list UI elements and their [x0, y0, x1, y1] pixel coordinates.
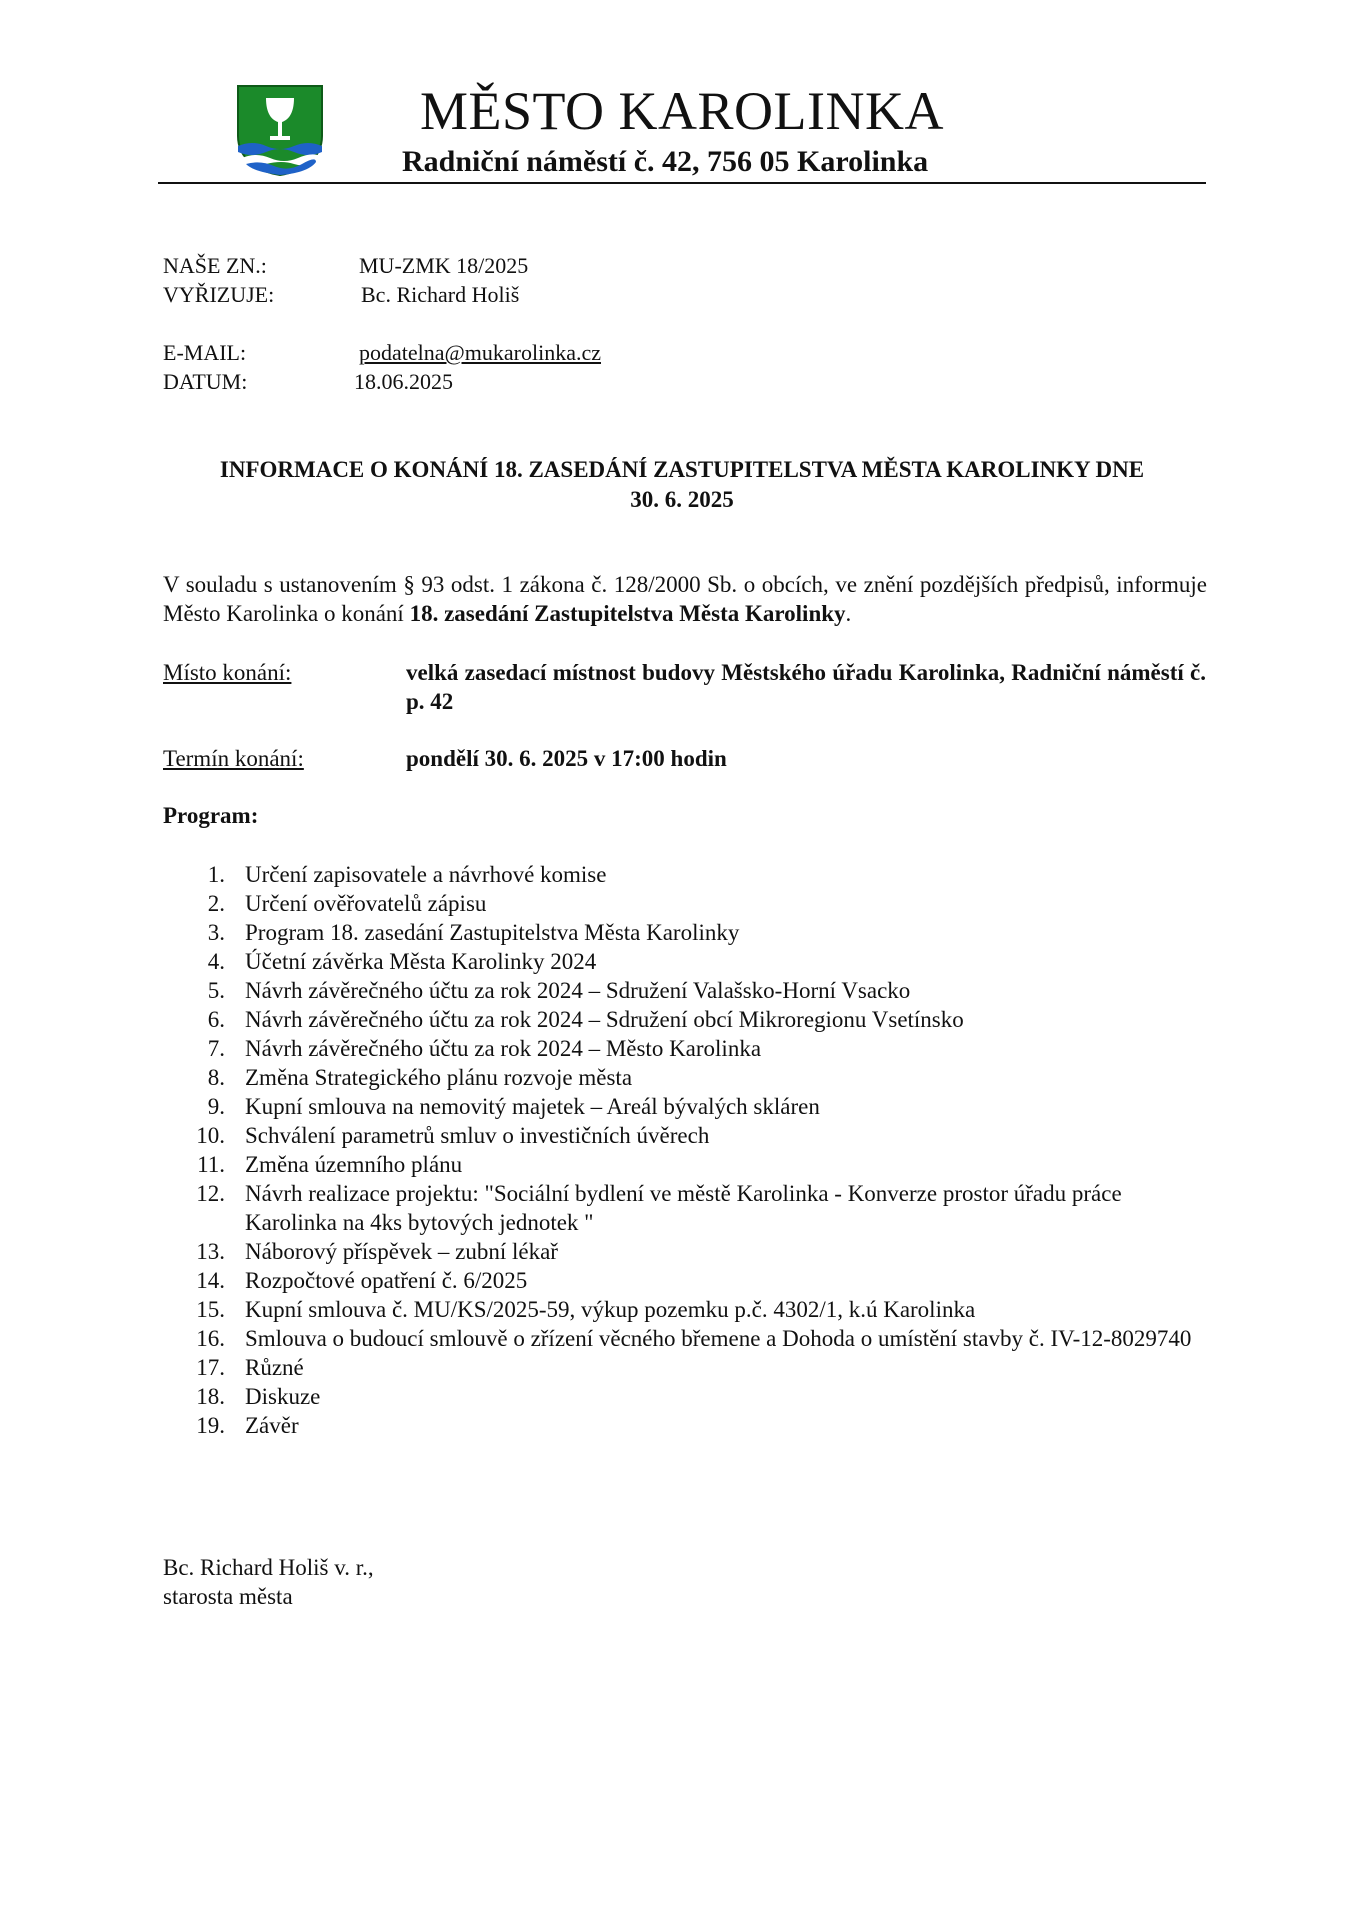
program-item-text: Návrh realizace projektu: "Sociální bydlení ve městě Karolinka - Konverze prostor úřadu práce Karolinka na 4ks bytových jednotek " [245, 1181, 1122, 1235]
program-item-text: Smlouva o budoucí smlouvě o zřízení věcného břemene a Dohoda o umístění stavby č. IV-12-8029740 [245, 1326, 1192, 1351]
program-item-number: 15. [196, 1297, 225, 1322]
program-item [190, 1266, 1210, 1295]
program-item-text: Rozpočtové opatření č. 6/2025 [245, 1268, 528, 1293]
program-item [190, 860, 1210, 889]
program-item-number: 17. [196, 1355, 225, 1380]
program-item [190, 1092, 1210, 1121]
program-item [190, 1411, 1210, 1440]
title-line-1: INFORMACE O KONÁNÍ 18. ZASEDÁNÍ ZASTUPITELSTVA MĚSTA KAROLINKY DNE [219, 457, 1145, 482]
program-item-number: 10. [196, 1123, 225, 1148]
program-item-number: 14. [196, 1268, 225, 1293]
program-item [190, 947, 1210, 976]
city-address: Radniční náměstí č. 42, 756 05 Karolinka [402, 145, 929, 178]
signatory-name: Bc. Richard Holiš v. r., [163, 1555, 374, 1580]
program-item-number: 19. [196, 1413, 225, 1438]
program-item [190, 1179, 1210, 1237]
program-item [190, 1034, 1210, 1063]
program-item [190, 1005, 1210, 1034]
program-item [190, 976, 1210, 1005]
program-item [190, 889, 1210, 918]
program-item-number: 16. [196, 1326, 225, 1351]
coat-of-arms-icon [236, 84, 324, 176]
program-item-number: 6. [207, 1007, 225, 1032]
program-item-text: Náborový příspěvek – zubní lékař [245, 1239, 558, 1264]
program-item-text: Určení ověřovatelů zápisu [245, 891, 487, 916]
program-item-number: 3. [207, 920, 225, 945]
term-label: Termín konání: [163, 746, 304, 771]
program-item-number: 7. [207, 1036, 225, 1061]
program-item [190, 1382, 1210, 1411]
program-item [190, 1121, 1210, 1150]
header-divider [158, 182, 1206, 184]
program-item-text: Změna Strategického plánu rozvoje města [245, 1065, 633, 1090]
ref-label: NAŠE ZN.: [163, 253, 267, 278]
program-item-number: 1. [207, 862, 225, 887]
program-item-number: 13. [196, 1239, 225, 1264]
program-item-text: Schválení parametrů smluv o investičních úvěrech [245, 1123, 710, 1148]
city-name: MĚSTO KAROLINKA [420, 81, 945, 141]
program-item-number: 11. [197, 1152, 225, 1177]
program-item-text: Určení zapisovatele a návrhové komise [245, 862, 607, 887]
term-value: pondělí 30. 6. 2025 v 17:00 hodin [406, 746, 727, 771]
program-list [190, 860, 1210, 1440]
handler-label: VYŘIZUJE: [163, 282, 275, 307]
program-item-number: 8. [207, 1065, 225, 1090]
program-item-text: Návrh závěrečného účtu za rok 2024 – Sdružení Valašsko-Horní Vsacko [245, 978, 911, 1003]
intro-text-end: . [845, 601, 852, 626]
document-title [158, 455, 1206, 515]
program-item-text: Závěr [245, 1413, 299, 1438]
program-item-number: 12. [196, 1181, 225, 1206]
program-item-text: Změna územního plánu [245, 1152, 463, 1177]
program-item-text: Kupní smlouva na nemovitý majetek – Areál bývalých skláren [245, 1094, 820, 1119]
program-item [190, 1353, 1210, 1382]
program-item-text: Účetní závěrka Města Karolinky 2024 [245, 949, 597, 974]
program-item-text: Kupní smlouva č. MU/KS/2025-59, výkup pozemku p.č. 4302/1, k.ú Karolinka [245, 1297, 976, 1322]
date-value: 18.06.2025 [354, 369, 453, 394]
venue-value: velká zasedací místnost budovy Městského úřadu Karolinka, Radniční náměstí č. p. 42 [406, 660, 1206, 714]
program-item [190, 1150, 1210, 1179]
venue-label: Místo konání: [163, 660, 292, 685]
ref-value: MU-ZMK 18/2025 [359, 253, 529, 278]
program-item [190, 1324, 1210, 1353]
intro-paragraph [163, 570, 1207, 628]
email-label: E-MAIL: [163, 340, 247, 365]
program-item [190, 1237, 1210, 1266]
title-line-2: 30. 6. 2025 [630, 487, 734, 512]
program-item-number: 9. [207, 1094, 225, 1119]
program-item [190, 1063, 1210, 1092]
program-item [190, 918, 1210, 947]
program-item-number: 2. [207, 891, 225, 916]
date-label: DATUM: [163, 369, 248, 394]
program-item-number: 18. [196, 1384, 225, 1409]
program-item-text: Program 18. zasedání Zastupitelstva Města Karolinky [245, 920, 740, 945]
program-item-number: 5. [207, 978, 225, 1003]
program-item-text: Návrh závěrečného účtu za rok 2024 – Sdružení obcí Mikroregionu Vsetínsko [245, 1007, 964, 1032]
intro-text-start: V souladu s ustanovením § 93 odst. 1 zákona č. 128/2000 Sb. o obcích, ve znění pozdějších předpisů, informuje Město Karolinka o konání [163, 572, 1207, 626]
program-heading: Program: [163, 803, 259, 828]
email-link[interactable]: podatelna@mukarolinka.cz [359, 340, 601, 365]
program-item-text: Různé [245, 1355, 304, 1380]
program-item [190, 1295, 1210, 1324]
intro-bold-part: 18. zasedání Zastupitelstva Města Karolinky [409, 601, 846, 626]
handler-value: Bc. Richard Holiš [361, 282, 520, 307]
program-item-number: 4. [207, 949, 225, 974]
program-item-text: Návrh závěrečného účtu za rok 2024 – Město Karolinka [245, 1036, 762, 1061]
program-item-text: Diskuze [245, 1384, 321, 1409]
signatory-role: starosta města [163, 1584, 293, 1609]
